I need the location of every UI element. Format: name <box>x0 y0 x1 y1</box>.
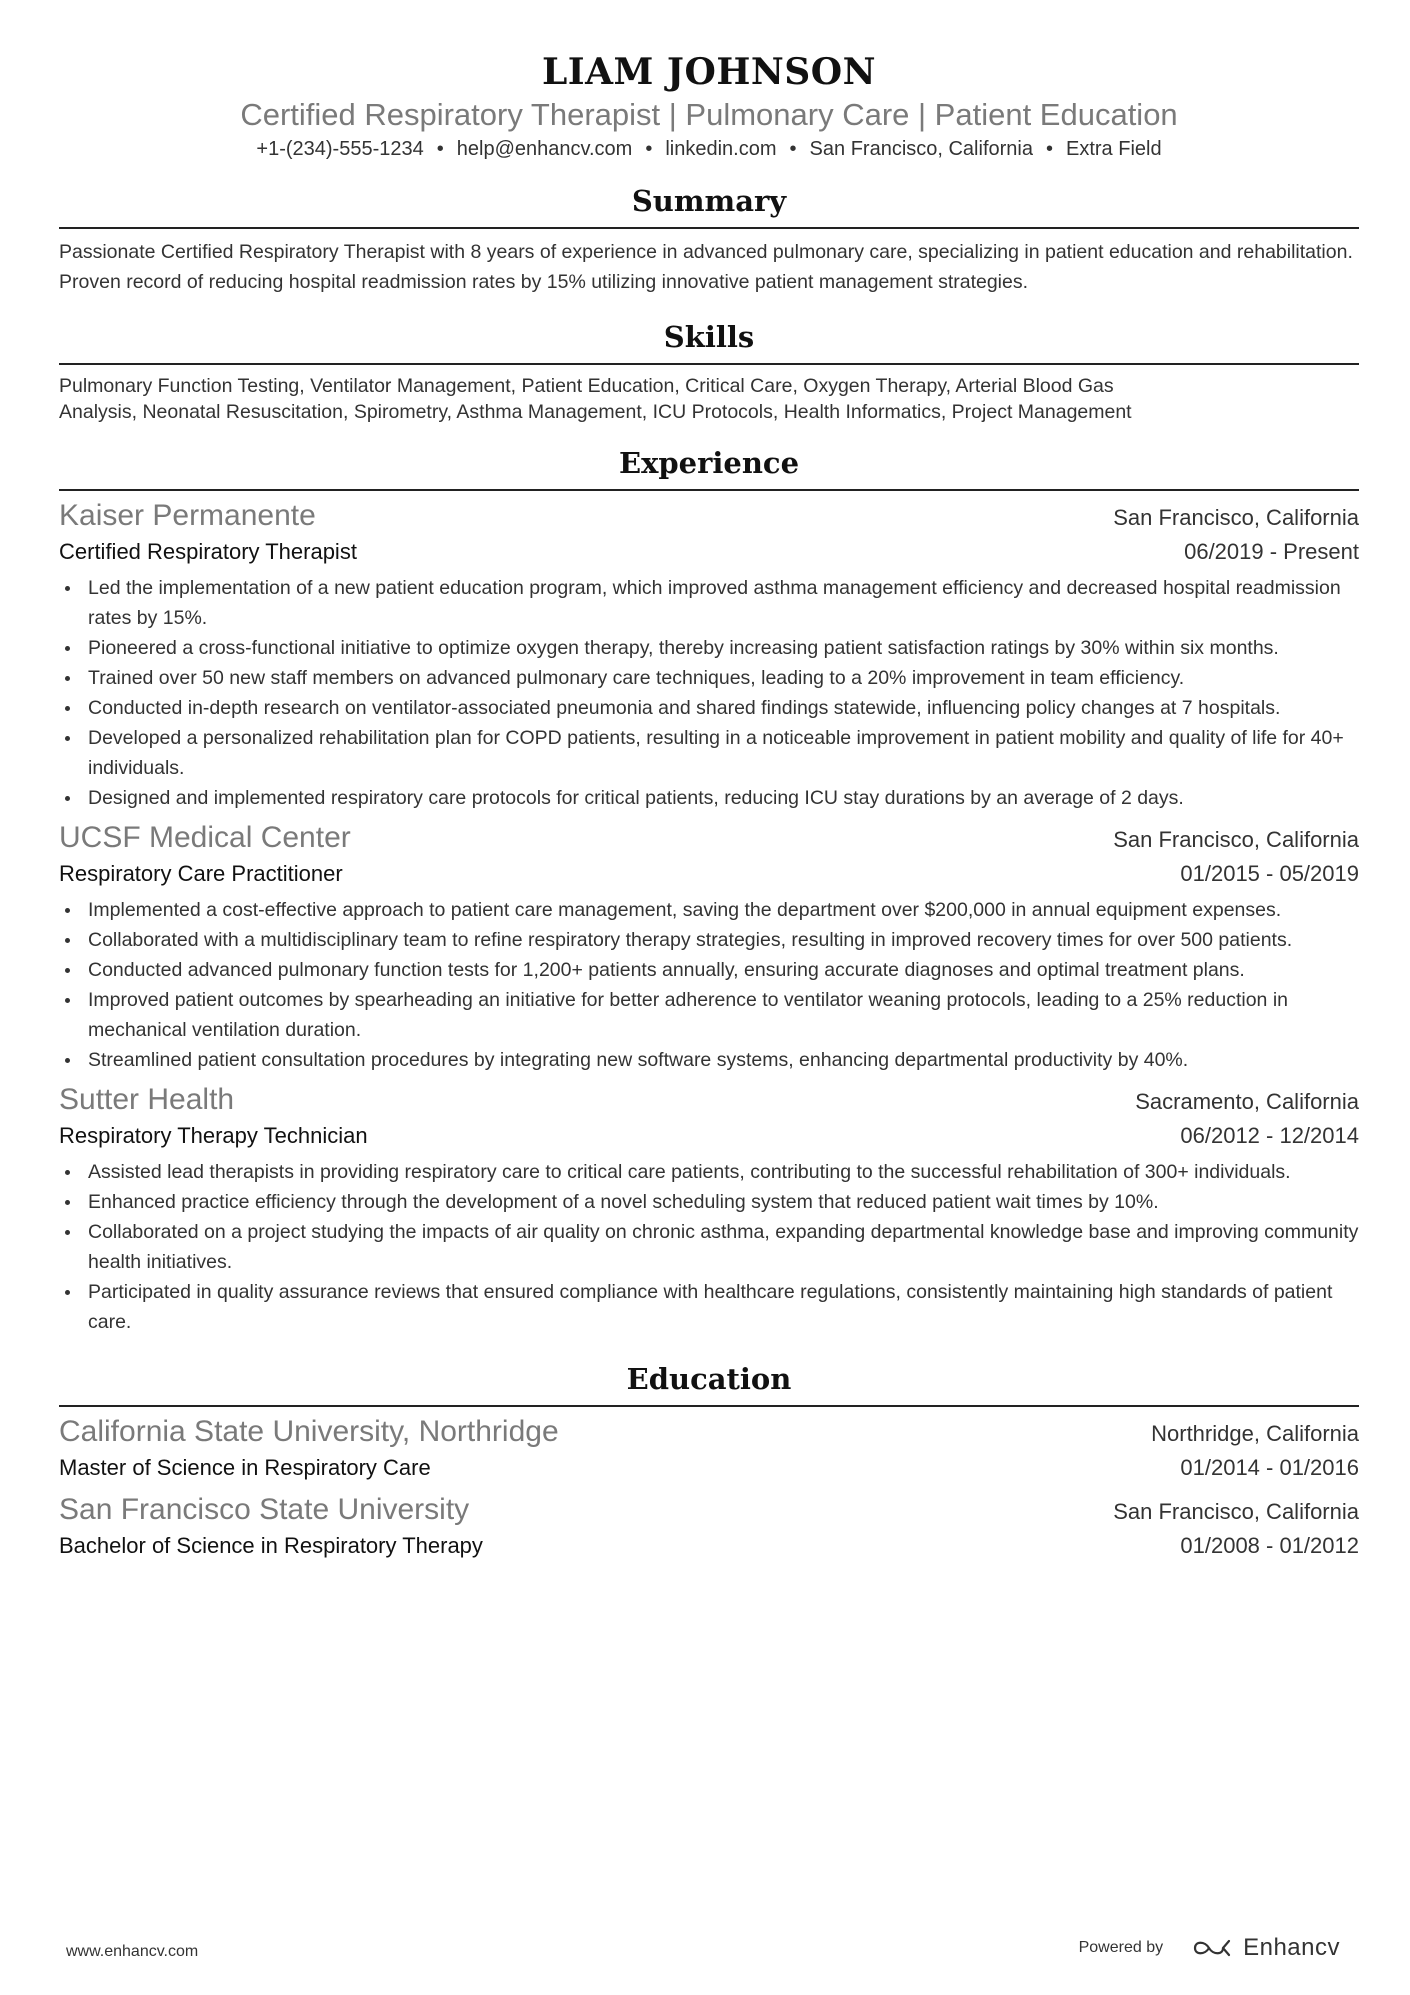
section-title-education: Education <box>59 1361 1359 1407</box>
achievement-item: Trained over 50 new staff members on advanced pulmonary care techniques, leading to a 20% improvement in team efficiency. <box>59 663 1359 693</box>
education-entry <box>59 1491 1359 1563</box>
achievement-item: Conducted in-depth research on ventilator-associated pneumonia and shared findings statewide, influencing policy changes at 7 hospitals. <box>59 693 1359 723</box>
degree: Master of Science in Respiratory Care <box>59 1455 431 1480</box>
job-location: Sacramento, California <box>1135 1089 1359 1114</box>
brand-name: Enhancv <box>1243 1934 1340 1961</box>
job-dates: 06/2012 - 12/2014 <box>1180 1123 1359 1148</box>
section-title-skills: Skills <box>59 319 1359 365</box>
achievement-list <box>59 573 1359 813</box>
summary-text: Passionate Certified Respiratory Therapist with 8 years of experience in advanced pulmonary care, specializing in patient education and rehabilitation. Proven record of reducing hospital readmission rates by 15% utilizing innovative patient management strategies. <box>59 241 1353 293</box>
achievement-item: Collaborated with a multidisciplinary team to refine respiratory therapy strategies, resulting in improved recovery times for over 500 patients. <box>59 925 1359 955</box>
job-location: San Francisco, California <box>1113 827 1359 852</box>
education-dates: 01/2014 - 01/2016 <box>1180 1455 1359 1480</box>
achievement-item: Developed a personalized rehabilitation plan for COPD patients, resulting in a noticeable improvement in patient mobility and quality of life for 40+ individuals. <box>59 723 1359 783</box>
summary-section <box>59 183 1359 297</box>
bullet-separator: • <box>436 138 444 160</box>
section-title-experience: Experience <box>59 445 1359 491</box>
bullet-separator: • <box>1045 138 1053 160</box>
company-name: Kaiser Permanente <box>59 499 316 532</box>
achievement-item: Pioneered a cross-functional initiative to optimize oxygen therapy, thereby increasing patient satisfaction ratings by 30% within six months. <box>59 633 1359 663</box>
experience-section <box>59 445 1359 1337</box>
contact-location: San Francisco, California <box>809 138 1033 160</box>
achievement-item: Conducted advanced pulmonary function tests for 1,200+ patients annually, ensuring accurate diagnoses and optimal treatment plans. <box>59 955 1359 985</box>
footer-website-link[interactable]: www.enhancv.com <box>66 1943 199 1960</box>
candidate-name: LIAM JOHNSON <box>541 51 877 93</box>
contact-linkedin[interactable]: linkedin.com <box>665 138 777 160</box>
achievement-item: Participated in quality assurance reviews that ensured compliance with healthcare regulations, consistently maintaining high standards of patient care. <box>59 1277 1359 1337</box>
contact-email[interactable]: help@enhancv.com <box>456 138 633 160</box>
powered-by-label: Powered by <box>1078 1939 1164 1956</box>
education-dates: 01/2008 - 01/2012 <box>1180 1533 1359 1558</box>
job-dates: 06/2019 - Present <box>1184 539 1359 564</box>
achievement-item: Collaborated on a project studying the impacts of air quality on chronic asthma, expanding departmental knowledge base and improving community health initiatives. <box>59 1217 1359 1277</box>
achievement-item: Enhanced practice efficiency through the development of a novel scheduling system that reduced patient wait times by 10%. <box>59 1187 1359 1217</box>
experience-entry <box>59 497 1359 813</box>
job-title: Certified Respiratory Therapist <box>59 539 357 564</box>
bullet-separator: • <box>645 138 653 160</box>
company-name: UCSF Medical Center <box>59 821 351 854</box>
job-dates: 01/2015 - 05/2019 <box>1180 861 1359 886</box>
achievement-item: Designed and implemented respiratory care protocols for critical patients, reducing ICU stay durations by an average of 2 days. <box>59 783 1359 813</box>
school-location: Northridge, California <box>1151 1421 1359 1446</box>
achievement-list <box>59 895 1359 1075</box>
experience-entry <box>59 819 1359 1075</box>
achievement-list <box>59 1157 1359 1337</box>
brand-logo[interactable] <box>1191 1934 1340 1962</box>
school-location: San Francisco, California <box>1113 1499 1359 1524</box>
contact-phone: +1-(234)-555-1234 <box>256 138 424 160</box>
achievement-item: Led the implementation of a new patient education program, which improved asthma management efficiency and decreased hospital readmission rates by 15%. <box>59 573 1359 633</box>
bullet-separator: • <box>789 138 797 160</box>
school-name: San Francisco State University <box>59 1493 470 1526</box>
job-title: Respiratory Therapy Technician <box>59 1123 368 1148</box>
skills-line: Pulmonary Function Testing, Ventilator Management, Patient Education, Critical Care, Oxygen Therapy, Arterial Blood Gas <box>59 375 1114 397</box>
achievement-item: Assisted lead therapists in providing respiratory care to critical care patients, contributing to the successful rehabilitation of 300+ individuals. <box>59 1157 1359 1187</box>
degree: Bachelor of Science in Respiratory Therapy <box>59 1533 483 1558</box>
achievement-item: Implemented a cost-effective approach to patient care management, saving the department over $200,000 in annual equipment expenses. <box>59 895 1359 925</box>
skills-section <box>59 319 1359 425</box>
enhancv-logo-icon <box>1191 1937 1235 1959</box>
achievement-item: Improved patient outcomes by spearheading an initiative for better adherence to ventilator weaning protocols, leading to a 25% reduction in mechanical ventilation duration. <box>59 985 1359 1045</box>
job-title: Respiratory Care Practitioner <box>59 861 343 886</box>
section-title-summary: Summary <box>59 183 1359 229</box>
skills-list <box>59 373 1359 425</box>
job-location: San Francisco, California <box>1113 505 1359 530</box>
contact-extra: Extra Field <box>1066 138 1162 160</box>
school-name: California State University, Northridge <box>59 1415 559 1448</box>
resume-page <box>59 50 1359 1563</box>
education-entry <box>59 1413 1359 1485</box>
candidate-headline: Certified Respiratory Therapist | Pulmonary Care | Patient Education <box>240 97 1178 132</box>
achievement-item: Streamlined patient consultation procedures by integrating new software systems, enhancing departmental productivity by 40%. <box>59 1045 1359 1075</box>
skills-line: Analysis, Neonatal Resuscitation, Spirometry, Asthma Management, ICU Protocols, Health Informatics, Project Management <box>59 401 1132 423</box>
footer-branding <box>1079 1934 1340 1962</box>
experience-entry <box>59 1081 1359 1337</box>
company-name: Sutter Health <box>59 1083 235 1116</box>
contact-line <box>59 135 1359 163</box>
education-section <box>59 1361 1359 1563</box>
